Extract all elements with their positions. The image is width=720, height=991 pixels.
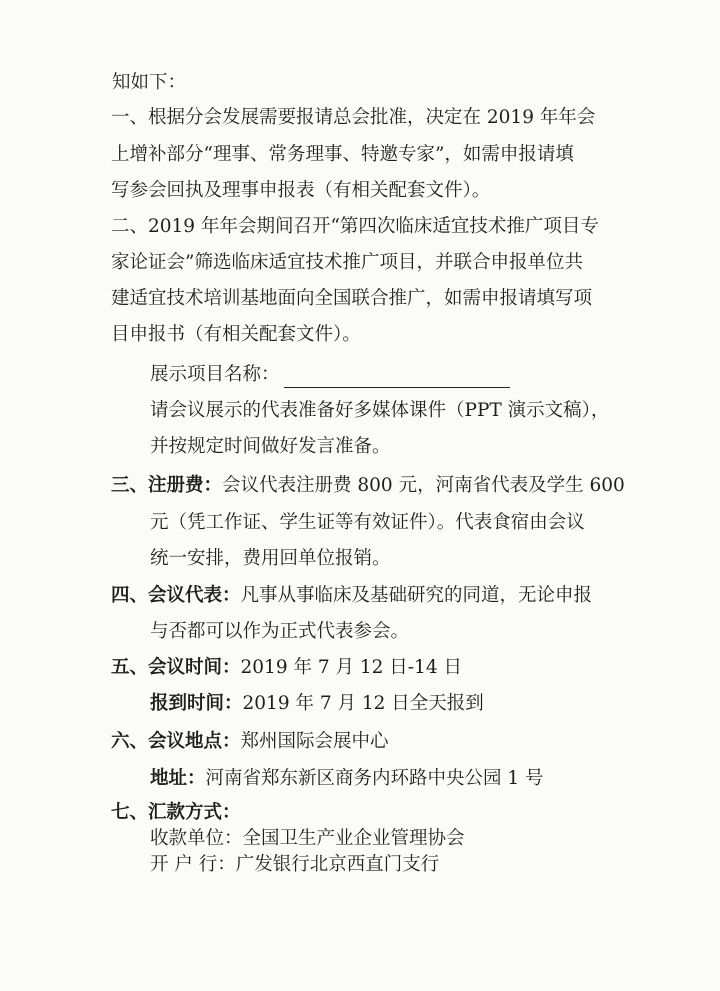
item1-line-2: 上增补部分“理事、常务理事、特邀专家”，如需申报请填 [111,144,574,165]
project-name-blank[interactable] [284,367,510,388]
item3-line-2: 元（凭工作证、学生证等有效证件）。代表食宿由会议 [150,512,585,533]
item2-line-4: 目申报书（有相关配套文件）。 [111,324,361,345]
item5-label: 五、会议时间： [111,657,241,678]
item3-label: 三、注册费： [111,475,223,496]
item4-label: 四、会议代表： [111,585,241,606]
address-label: 地址： [150,768,206,789]
item7-label: 七、汇款方式： [111,802,241,823]
item3-line-1 [111,473,625,499]
checkin-label: 报到时间： [150,693,243,714]
checkin-value: 2019 年 7 月 12 日全天报到 [242,693,484,714]
item4-line-2: 与否都可以作为正式代表参会。 [150,621,410,642]
item5-value: 2019 年 7 月 12 日-14 日 [240,657,462,678]
item4-line-1 [111,583,592,609]
item2-line-1: 二、2019 年年会期间召开“第四次临床适宜技术推广项目专 [111,216,599,237]
item2-line-3: 建适宜技术培训基地面向全国联合推广，如需申报请填写项 [111,288,593,309]
item3-text-1: 会议代表注册费 800 元，河南省代表及学生 600 [222,475,625,496]
item6-venue-row [111,729,389,755]
item1-line-3: 写参会回执及理事申报表（有相关配套文件）。 [111,180,491,201]
address-value: 河南省郑东新区商务内环路中央公园 1 号 [205,768,544,789]
item2-note-1: 请会议展示的代表准备好多媒体课件（PPT 演示文稿）， [150,400,610,421]
item6-label: 六、会议地点： [111,731,241,752]
item6-value: 郑州国际会展中心 [240,731,389,752]
item5-time-row [111,655,462,681]
item3-line-3: 统一安排，费用回单位报销。 [150,548,391,569]
item1-line-1: 一、根据分会发展需要报请总会批准，决定在 2019 年年会 [111,107,596,128]
payee-label: 收款单位： [150,828,243,849]
item2-note-2: 并按规定时间做好发言准备。 [150,436,391,457]
bank-value: 广发银行北京西直门支行 [235,854,440,875]
intro-text: 知如下： [112,72,187,93]
bank-row [150,852,439,878]
item6-address-row [150,766,544,792]
payee-row [150,826,465,852]
item4-text-1: 凡事从事临床及基础研究的同道，无论申报 [240,585,593,606]
item5-checkin-row [150,691,484,717]
project-name-row [150,362,510,388]
payee-value: 全国卫生产业企业管理协会 [242,828,465,849]
bank-label: 开 户 行： [150,854,236,875]
item2-line-2: 家论证会”筛选临床适宜技术推广项目，并联合申报单位共 [111,252,583,273]
project-name-label: 展示项目名称： [150,364,280,385]
